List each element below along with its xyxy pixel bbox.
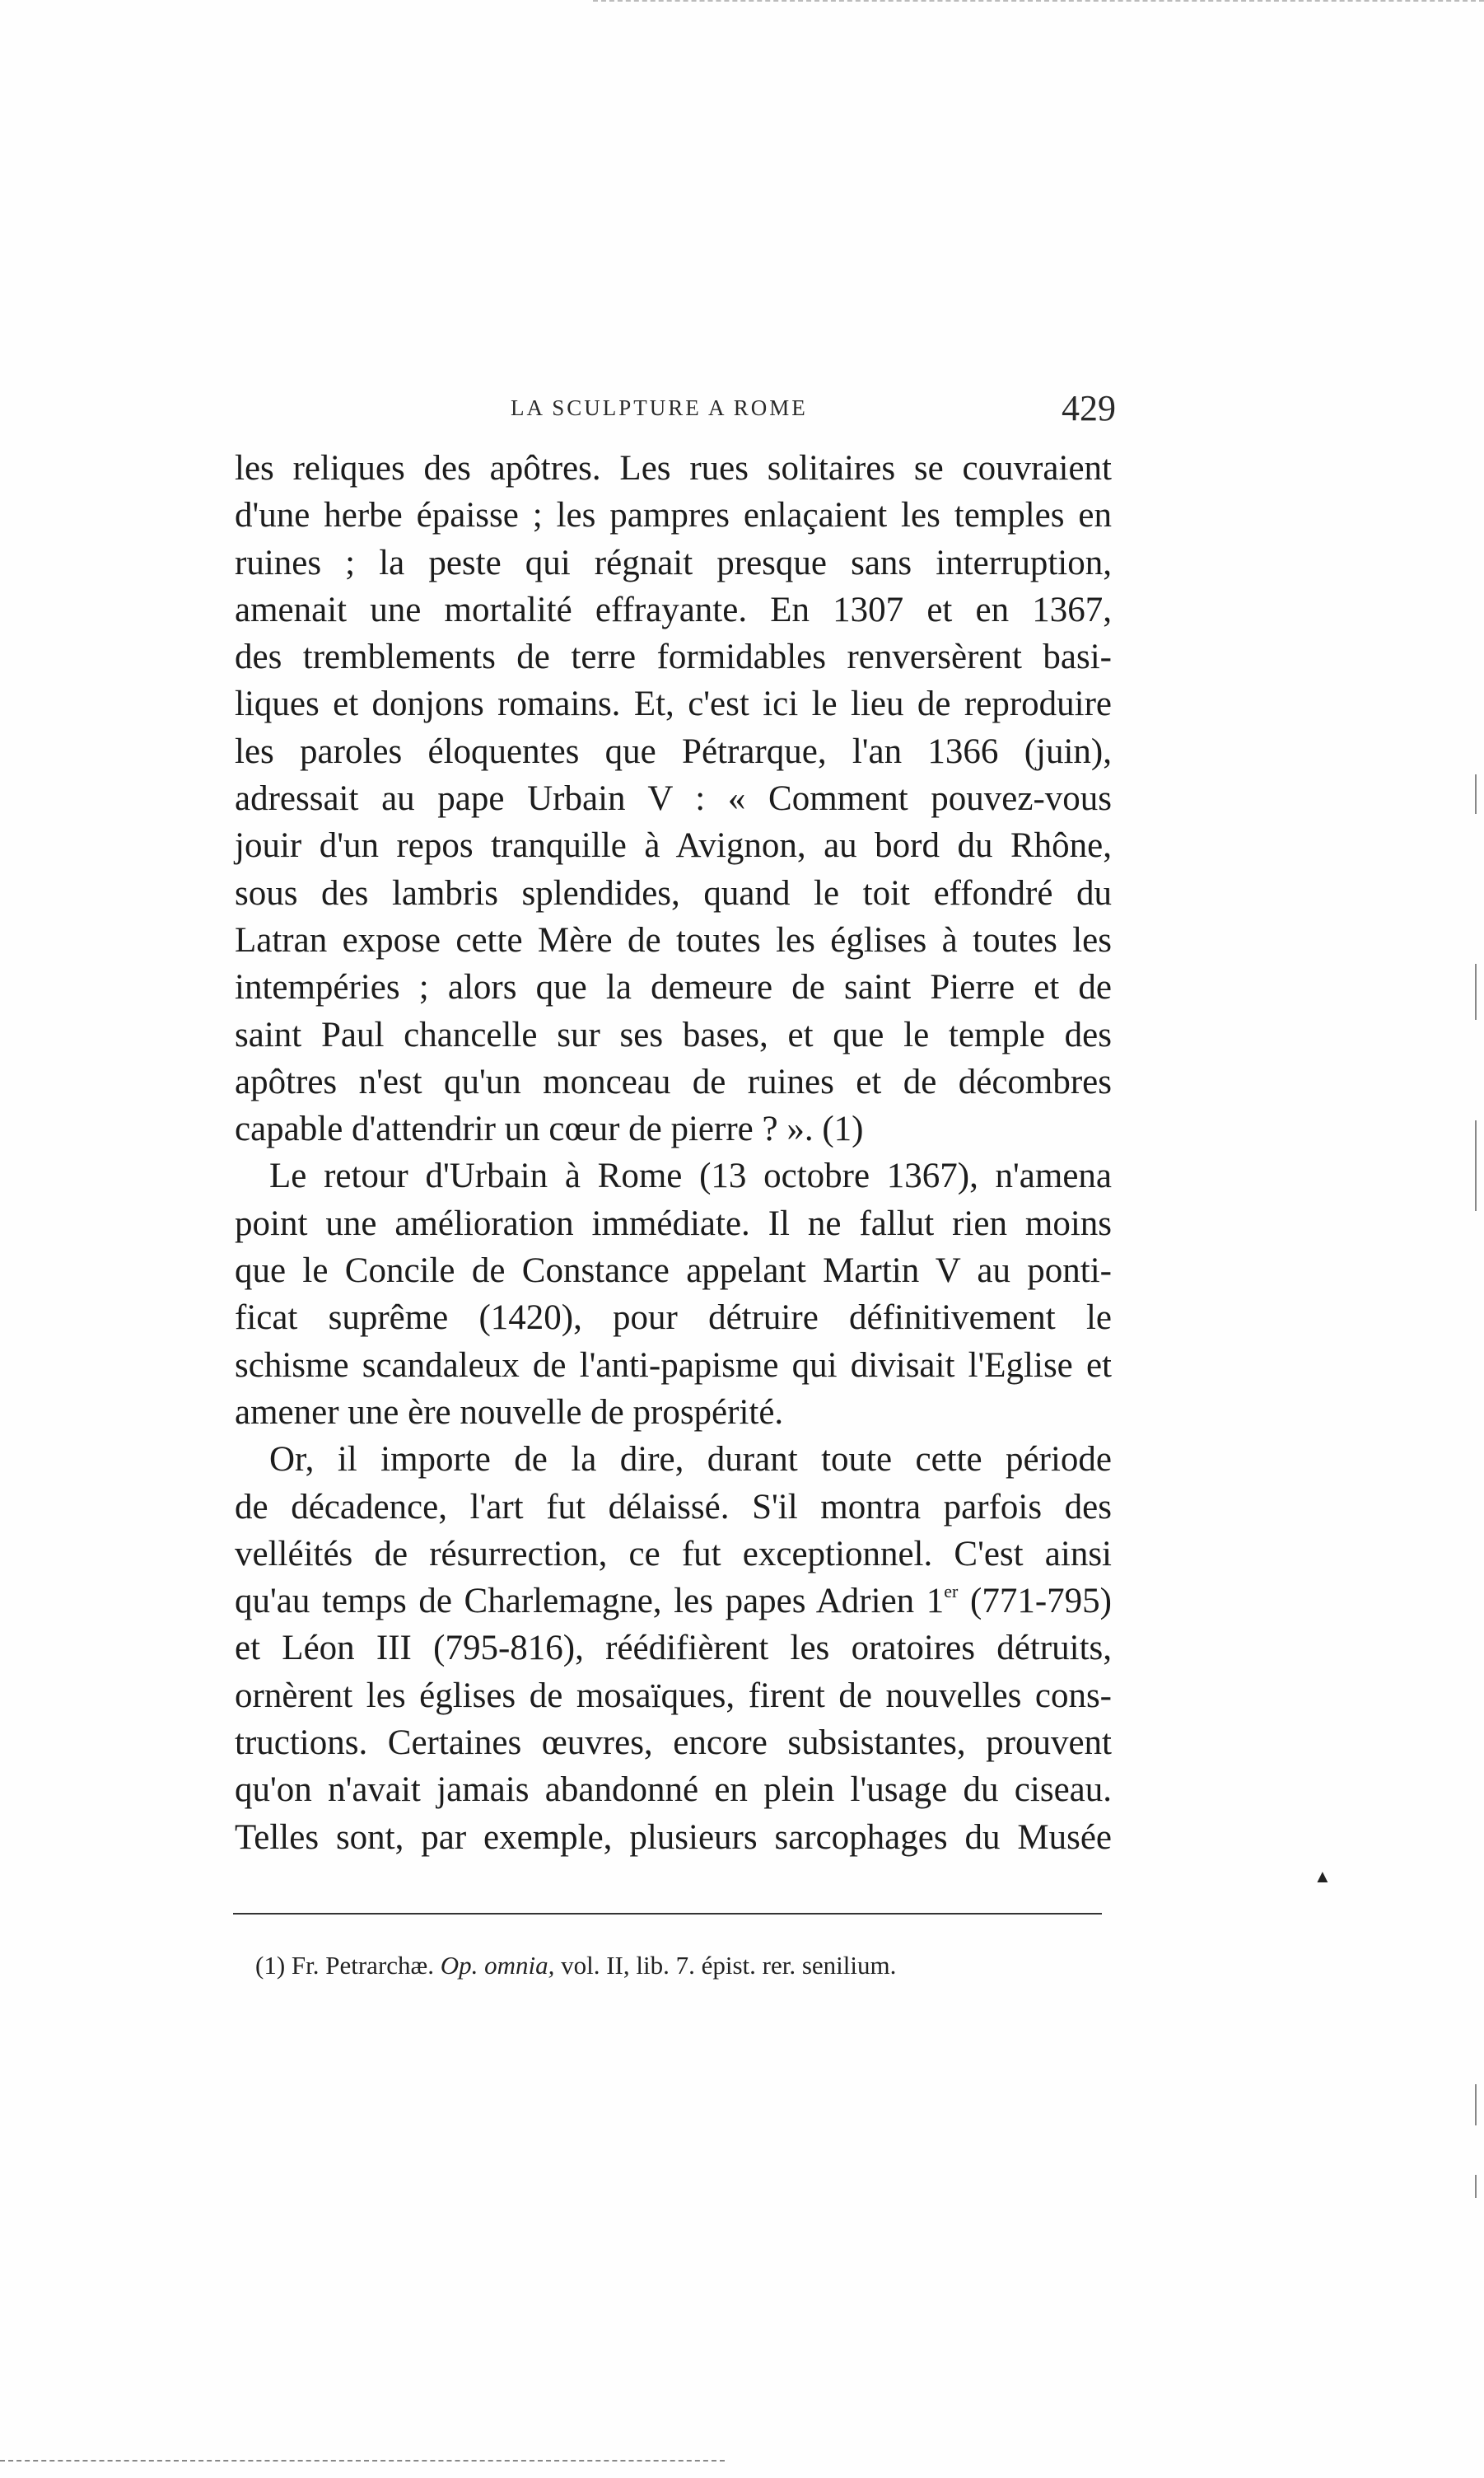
text-line: capable d'attendrir un cœur de pierre ? ». (1) [235,1110,864,1149]
text-line: Telles sont, par exemple, plusieurs sarcophages du Musée [235,1817,1112,1857]
page-number: 429 [1062,388,1116,428]
text-line: qu'on n'avait jamais abandonné en plein l'usage du ciseau. [235,1770,1112,1810]
text-line: Or, il importe de la dire, durant toute cette période [269,1440,1112,1480]
running-head [235,387,1141,437]
text-line: velléités de résurrection, ce fut exceptionnel. C'est ainsi [235,1534,1112,1573]
text-line: ruines ; la peste qui régnait presque sans interruption, [235,543,1112,582]
scan-edge-bottom [0,2460,725,2465]
footnote-rule [233,1913,1102,1915]
text-line: ornèrent les églises de mosaïques, firent de nouvelles cons- [235,1676,1112,1715]
text-line: adressait au pape Urbain V : « Comment pouvez-vous [235,779,1112,819]
text-line: schisme scandaleux de l'anti-papisme qui divisait l'Eglise et [235,1345,1112,1385]
text-line: d'une herbe épaisse ; les pampres enlaçaient les temples en [235,496,1112,535]
text-line: amener une ère nouvelle de prospérité. [235,1392,784,1432]
footnote-marker: (1) Fr. Petrarchæ. [255,1951,434,1980]
text-line: de décadence, l'art fut délaissé. S'il montra parfois des [235,1487,1112,1527]
text-line: apôtres n'est qu'un monceau de ruines et de décombres [235,1062,1112,1101]
body-text [235,445,1112,1861]
margin-mark [1475,774,1477,814]
superscript: er [944,1581,959,1602]
text-line: ficat suprême (1420), pour détruire définitivement le [235,1298,1112,1338]
text-line: que le Concile de Constance appelant Martin V au ponti- [235,1251,1112,1291]
text-line: les paroles éloquentes que Pétrarque, l'an 1366 (juin), [235,732,1112,771]
text-line-with-superscript [235,1578,1112,1625]
text-line: liques et donjons romains. Et, c'est ici le lieu de reproduire [235,685,1112,724]
margin-mark [1475,964,1477,1020]
text-line: tructions. Certaines œuvres, encore subsistantes, prouvent [235,1723,1112,1763]
text-line: amenait une mortalité effrayante. En 1307 et en 1367, [235,590,1112,629]
text-line: des tremblements de terre formidables renversèrent basi- [235,638,1112,677]
text-line: sous des lambris splendides, quand le toit effondré du [235,873,1112,913]
text-line-part: (771-795) [958,1582,1112,1621]
text-line-part: qu'au temps de Charlemagne, les papes Adrien 1 [235,1582,945,1621]
text-line: intempéries ; alors que la demeure de saint Pierre et de [235,968,1112,1008]
running-title: LA SCULPTURE A ROME [511,395,808,420]
scan-edge-top [593,0,1484,7]
footnote-title: Op. omnia, [440,1951,555,1980]
footnote-rest: vol. II, lib. 7. épist. rer. senilium. [554,1951,897,1980]
margin-mark [1475,1120,1477,1211]
margin-mark [1475,2084,1477,2125]
text-line: Le retour d'Urbain à Rome (13 octobre 1367), n'amena [269,1157,1112,1196]
text-line: Latran expose cette Mère de toutes les églises à toutes les [235,920,1112,960]
margin-mark [1475,2175,1477,2198]
text-line: jouir d'un repos tranquille à Avignon, au bord du Rhône, [235,826,1112,866]
footnote [255,1949,1112,1982]
margin-dot-mark: ▲ [1314,1866,1332,1887]
text-line: les reliques des apôtres. Les rues solitaires se couvraient [235,449,1112,488]
text-line: et Léon III (795-816), réédifièrent les oratoires détruits, [235,1629,1112,1668]
text-line: saint Paul chancelle sur ses bases, et que le temple des [235,1015,1112,1054]
text-line: point une amélioration immédiate. Il ne fallut rien moins [235,1204,1112,1243]
